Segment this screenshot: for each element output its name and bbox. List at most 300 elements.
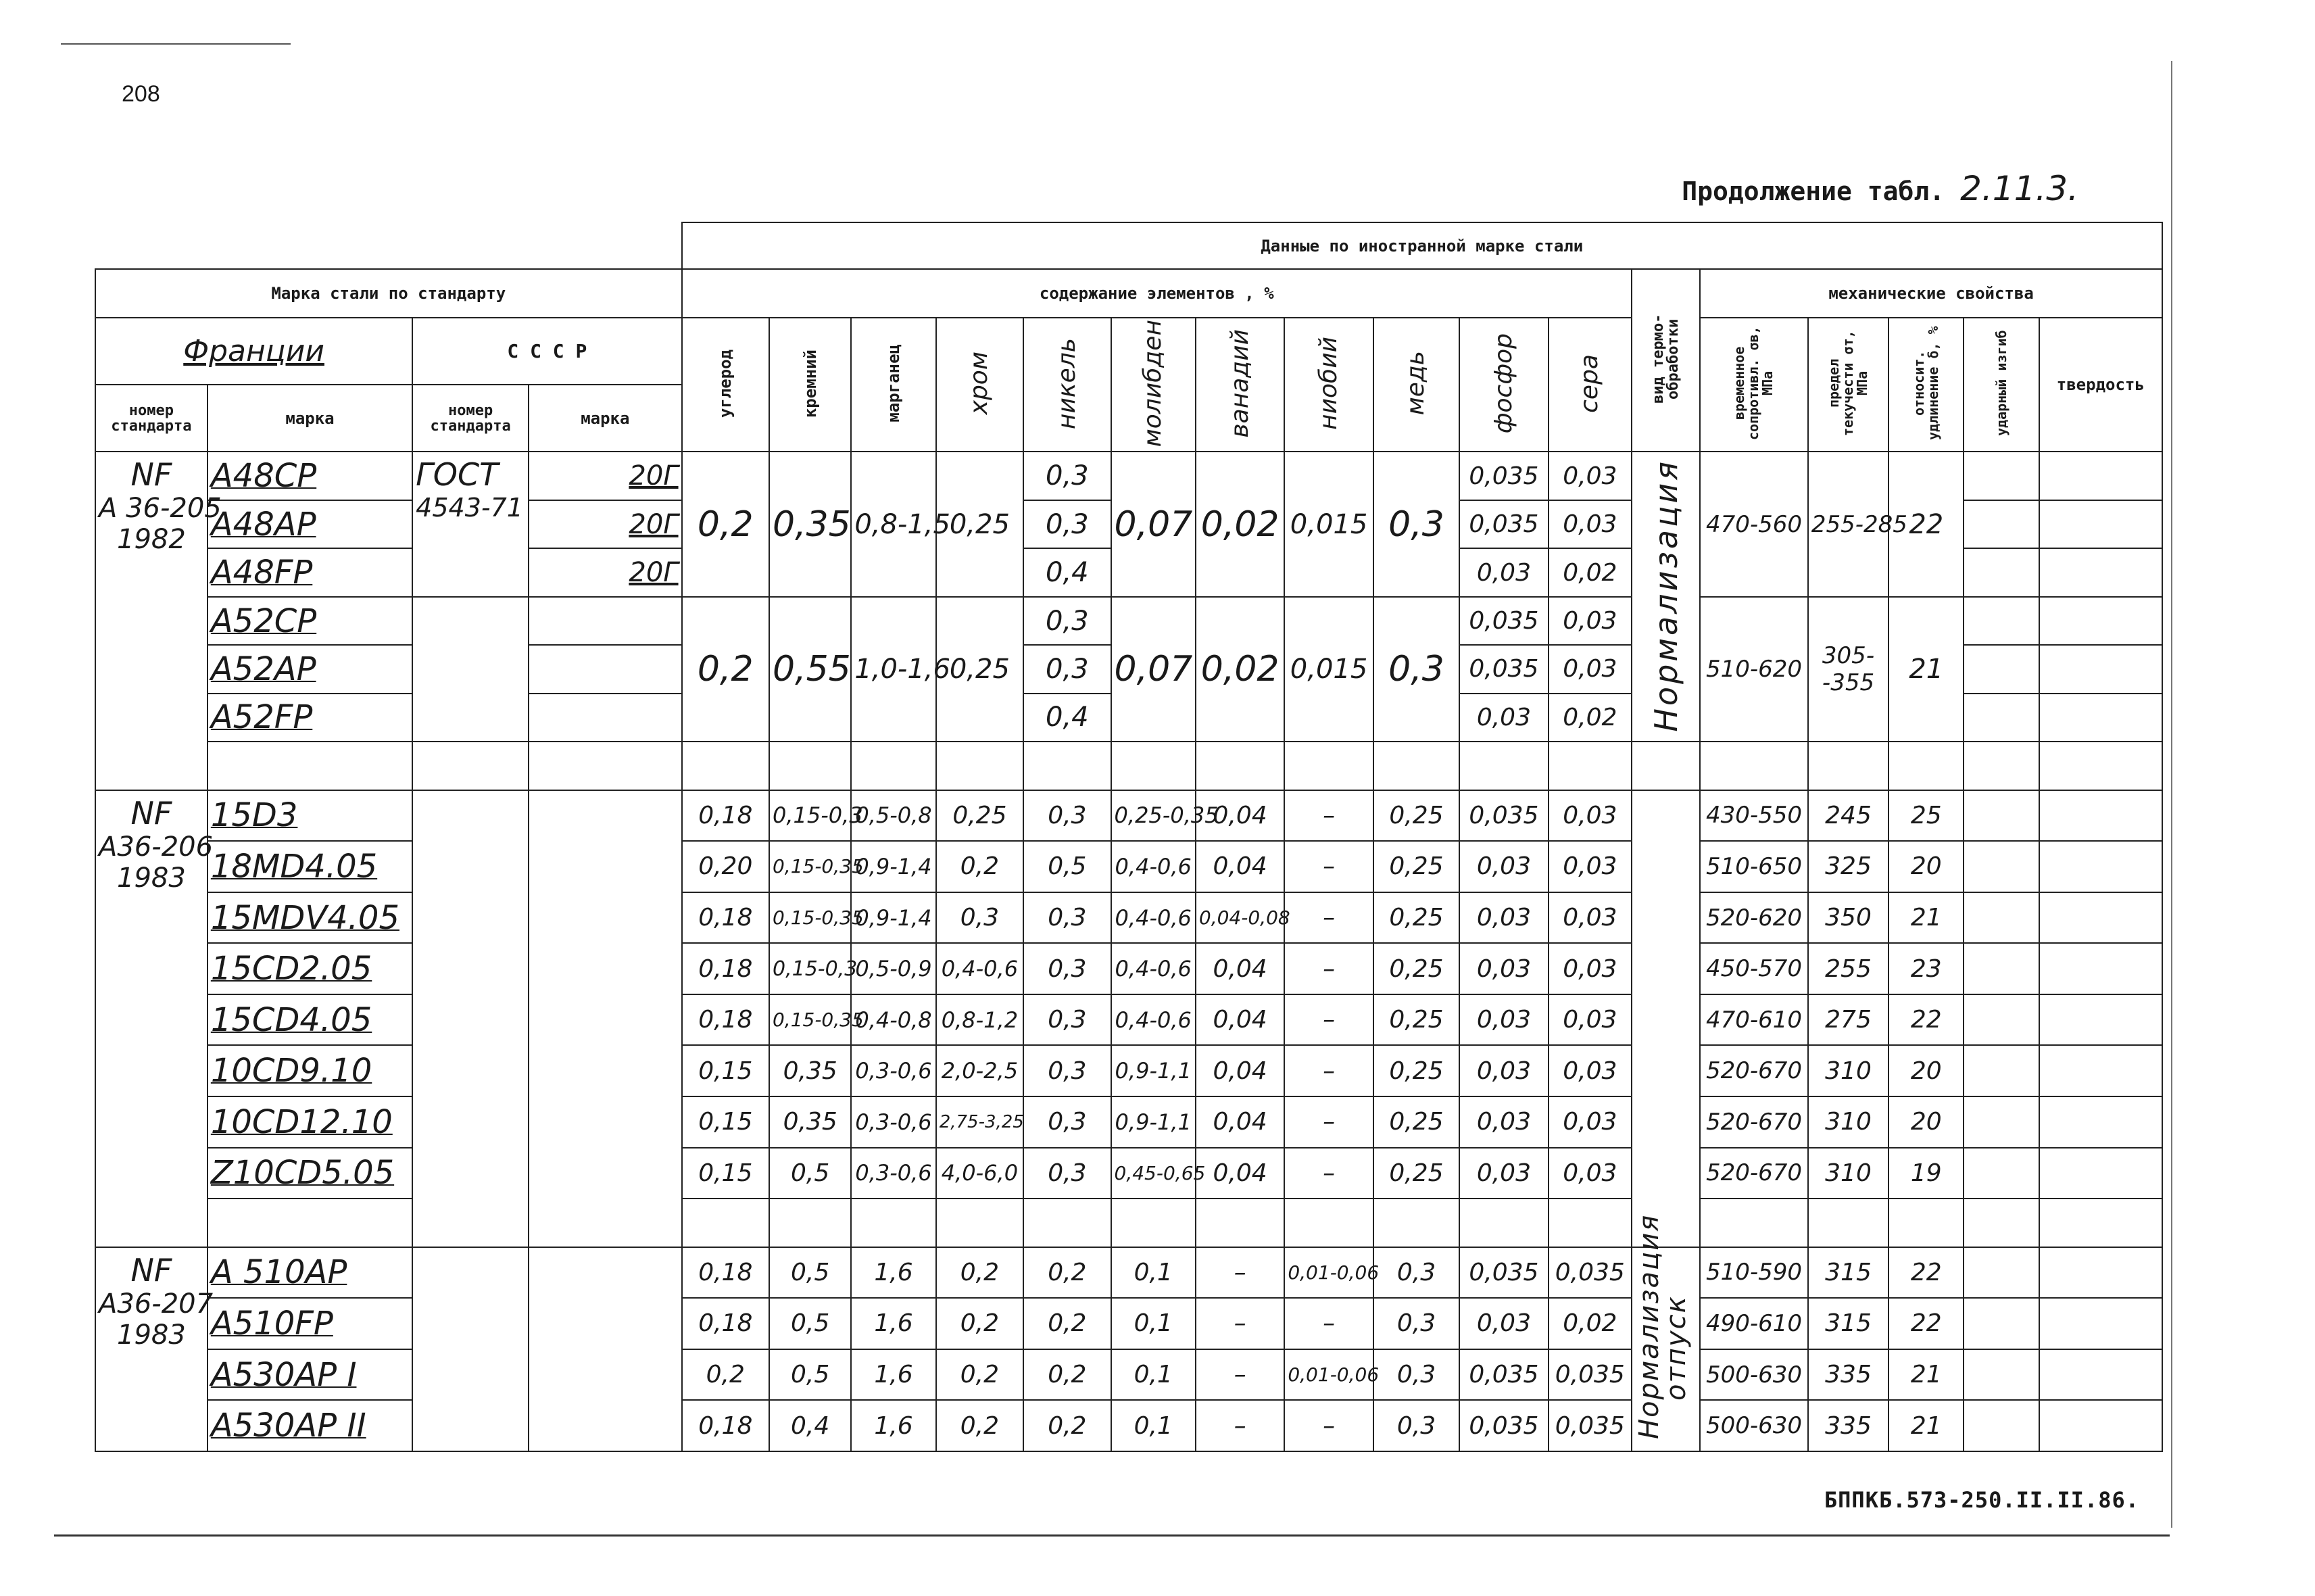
tensile-cell: 510-650	[1700, 841, 1808, 892]
spacer-row	[95, 742, 2162, 790]
nickel-cell: 0,2	[1023, 1247, 1111, 1299]
hardness-cell	[2039, 943, 2162, 994]
elongation-cell: 22	[1888, 452, 1964, 596]
group3-std: NF A36-207 1983	[95, 1247, 208, 1451]
yield-cell: 315	[1808, 1247, 1888, 1299]
nickel-cell: 0,3	[1023, 994, 1111, 1046]
impact-cell	[1964, 1349, 2039, 1401]
col-manganese: марганец	[851, 318, 935, 452]
grade-cell: 10CD9.10	[208, 1045, 412, 1096]
carbon-cell: 0,20	[682, 841, 769, 892]
yield-cell: 350	[1808, 892, 1888, 944]
phosphorus-cell: 0,03	[1459, 892, 1548, 944]
grade-cell: A530AP I	[208, 1349, 412, 1401]
elongation-cell: 22	[1888, 1247, 1964, 1299]
carbon-cell: 0,18	[682, 790, 769, 842]
niobium-cell: –	[1284, 1400, 1373, 1451]
table-row	[95, 1045, 2162, 1096]
steel-grades-table	[95, 222, 2163, 1452]
impact-cell	[1964, 1400, 2039, 1451]
nickel-cell: 0,4	[1023, 548, 1111, 596]
grade-cell: A48CP	[208, 452, 412, 500]
carbon-cell: 0,15	[682, 1148, 769, 1199]
molybdenum-cell: 0,1	[1111, 1349, 1196, 1401]
col-impact: ударный изгиб	[1964, 318, 2039, 452]
copper-cell: 0,25	[1373, 841, 1459, 892]
col-niobium: ниобий	[1284, 318, 1373, 452]
grade-cell: A52FP	[208, 694, 412, 742]
molybdenum-cell: 0,9-1,1	[1111, 1096, 1196, 1148]
phosphorus-cell: 0,035	[1459, 1400, 1548, 1451]
copper-cell: 0,3	[1373, 1349, 1459, 1401]
table-row	[95, 1298, 2162, 1349]
col-hardness: твердость	[2039, 318, 2162, 452]
manganese-cell: 0,3-0,6	[851, 1045, 935, 1096]
table-row	[95, 841, 2162, 892]
molybdenum-cell: 0,4-0,6	[1111, 892, 1196, 944]
copper-cell: 0,25	[1373, 1148, 1459, 1199]
chromium-cell: 0,4-0,6	[936, 943, 1023, 994]
col-copper: медь	[1373, 318, 1459, 452]
impact-cell	[1964, 1298, 2039, 1349]
ussr-std-empty	[412, 790, 529, 1247]
vanadium-cell: –	[1196, 1349, 1284, 1401]
vanadium-cell: 0,04	[1196, 841, 1284, 892]
phosphorus-cell: 0,03	[1459, 841, 1548, 892]
ussr-header: С С С Р	[412, 318, 681, 385]
impact-cell	[1964, 790, 2039, 842]
hardness-cell	[2039, 1148, 2162, 1199]
carbon-cell: 0,15	[682, 1045, 769, 1096]
grade-cell: 15MDV4.05	[208, 892, 412, 944]
elongation-cell: 20	[1888, 1096, 1964, 1148]
manganese-cell: 0,5-0,8	[851, 790, 935, 842]
yield-cell: 310	[1808, 1045, 1888, 1096]
sulfur-cell: 0,035	[1549, 1349, 1632, 1401]
heat-treatment-header: вид термо-обработки	[1632, 269, 1700, 452]
nickel-cell: 0,3	[1023, 645, 1111, 693]
molybdenum-cell: 0,1	[1111, 1400, 1196, 1451]
grade-cell: A530AP II	[208, 1400, 412, 1451]
yield-cell: 335	[1808, 1400, 1888, 1451]
hardness-cell	[2039, 892, 2162, 944]
tensile-cell: 490-610	[1700, 1298, 1808, 1349]
continuation-prefix: Продолжение табл.	[1682, 176, 1945, 206]
bottom-rule	[54, 1534, 2170, 1537]
yield-cell: 325	[1808, 841, 1888, 892]
yield-cell: 245	[1808, 790, 1888, 842]
ussr-std-empty	[412, 1247, 529, 1451]
molybdenum-cell: 0,1	[1111, 1298, 1196, 1349]
yield-cell: 310	[1808, 1096, 1888, 1148]
grade-cell: 15CD4.05	[208, 994, 412, 1046]
table-row	[95, 892, 2162, 944]
ussr-grade-cell: 20Г	[529, 452, 682, 500]
col-sulfur: сера	[1549, 318, 1632, 452]
nickel-cell: 0,3	[1023, 500, 1111, 548]
grade-cell: Z10CD5.05	[208, 1148, 412, 1199]
header-row-1	[95, 222, 2162, 269]
tensile-cell: 430-550	[1700, 790, 1808, 842]
table-row	[95, 1148, 2162, 1199]
carbon-cell: 0,18	[682, 892, 769, 944]
impact-cell	[1964, 841, 2039, 892]
manganese-cell: 1,6	[851, 1400, 935, 1451]
sulfur-cell: 0,03	[1549, 994, 1632, 1046]
elongation-cell: 22	[1888, 994, 1964, 1046]
hardness-cell	[2039, 1298, 2162, 1349]
group1-heat-treatment: Нормализация	[1632, 452, 1700, 742]
chromium-cell: 0,2	[936, 1400, 1023, 1451]
vanadium-cell: –	[1196, 1400, 1284, 1451]
chromium-cell: 0,2	[936, 1247, 1023, 1299]
molybdenum-cell: 0,07	[1111, 452, 1196, 596]
hardness-cell	[2039, 994, 2162, 1046]
manganese-cell: 0,3-0,6	[851, 1096, 935, 1148]
table-row	[95, 1349, 2162, 1401]
sulfur-cell: 0,03	[1549, 1148, 1632, 1199]
sulfur-cell: 0,03	[1549, 1096, 1632, 1148]
col-carbon: углерод	[682, 318, 769, 452]
elongation-cell: 23	[1888, 943, 1964, 994]
sulfur-cell: 0,03	[1549, 943, 1632, 994]
table-row	[95, 597, 2162, 645]
table-row	[95, 1400, 2162, 1451]
grade-cell: 15D3	[208, 790, 412, 842]
vanadium-cell: 0,04	[1196, 1096, 1284, 1148]
manganese-cell: 1,6	[851, 1349, 935, 1401]
impact-cell	[1964, 943, 2039, 994]
vanadium-cell: –	[1196, 1247, 1284, 1299]
sulfur-cell: 0,02	[1549, 694, 1632, 742]
molybdenum-cell: 0,1	[1111, 1247, 1196, 1299]
niobium-cell: 0,01-0,06	[1284, 1247, 1373, 1299]
grade-cell: A48AP	[208, 500, 412, 548]
manganese-cell: 0,5-0,9	[851, 943, 935, 994]
sulfur-cell: 0,03	[1549, 597, 1632, 645]
tensile-cell: 510-620	[1700, 597, 1808, 742]
hardness-cell	[2039, 1400, 2162, 1451]
chromium-cell: 0,3	[936, 892, 1023, 944]
niobium-cell: –	[1284, 841, 1373, 892]
silicon-cell: 0,5	[769, 1247, 851, 1299]
phosphorus-cell: 0,03	[1459, 1096, 1548, 1148]
grade-cell: 10CD12.10	[208, 1096, 412, 1148]
table-row	[95, 994, 2162, 1046]
nickel-cell: 0,5	[1023, 841, 1111, 892]
page-number: 208	[122, 81, 160, 107]
col-vanadium: ванадий	[1196, 318, 1284, 452]
col-tensile: временное сопротивл. σв, МПа	[1700, 318, 1808, 452]
vanadium-cell: 0,04	[1196, 1148, 1284, 1199]
nickel-cell: 0,2	[1023, 1400, 1111, 1451]
table-row	[95, 1096, 2162, 1148]
carbon-cell: 0,18	[682, 1247, 769, 1299]
table-row	[95, 943, 2162, 994]
nickel-cell: 0,3	[1023, 1148, 1111, 1199]
elongation-cell: 21	[1888, 1400, 1964, 1451]
phosphorus-cell: 0,035	[1459, 1349, 1548, 1401]
elongation-cell: 21	[1888, 892, 1964, 944]
nickel-cell: 0,3	[1023, 597, 1111, 645]
copper-cell: 0,3	[1373, 1400, 1459, 1451]
nickel-cell: 0,2	[1023, 1349, 1111, 1401]
nickel-cell: 0,2	[1023, 1298, 1111, 1349]
phosphorus-cell: 0,03	[1459, 1148, 1548, 1199]
vanadium-cell: –	[1196, 1298, 1284, 1349]
phosphorus-cell: 0,03	[1459, 1298, 1548, 1349]
chromium-cell: 0,25	[936, 452, 1023, 596]
phosphorus-cell: 0,035	[1459, 645, 1548, 693]
hardness-cell	[2039, 1045, 2162, 1096]
niobium-cell: 0,015	[1284, 597, 1373, 742]
ussr-grade-header: марка	[529, 385, 682, 452]
sulfur-cell: 0,03	[1549, 500, 1632, 548]
hardness-cell	[2039, 548, 2162, 596]
silicon-cell: 0,5	[769, 1349, 851, 1401]
ussr-std-empty	[412, 597, 529, 742]
niobium-cell: 0,015	[1284, 452, 1373, 596]
hardness-cell	[2039, 841, 2162, 892]
col-molybdenum: молибден	[1111, 318, 1196, 452]
elongation-cell: 19	[1888, 1148, 1964, 1199]
sulfur-cell: 0,035	[1549, 1400, 1632, 1451]
phosphorus-cell: 0,035	[1459, 790, 1548, 842]
niobium-cell: –	[1284, 994, 1373, 1046]
niobium-cell: –	[1284, 790, 1373, 842]
copper-cell: 0,25	[1373, 994, 1459, 1046]
yield-cell: 255-285	[1808, 452, 1888, 596]
vanadium-cell: 0,04-0,08	[1196, 892, 1284, 944]
phosphorus-cell: 0,035	[1459, 452, 1548, 500]
hardness-cell	[2039, 500, 2162, 548]
manganese-cell: 0,8-1,5	[851, 452, 935, 596]
elongation-cell: 22	[1888, 1298, 1964, 1349]
hardness-cell	[2039, 1096, 2162, 1148]
phosphorus-cell: 0,035	[1459, 500, 1548, 548]
chromium-cell: 4,0-6,0	[936, 1148, 1023, 1199]
col-yield: предел текучести σт, МПа	[1808, 318, 1888, 452]
col-nickel: никель	[1023, 318, 1111, 452]
carbon-cell: 0,2	[682, 1349, 769, 1401]
carbon-cell: 0,18	[682, 943, 769, 994]
sulfur-cell: 0,03	[1549, 1045, 1632, 1096]
hardness-cell	[2039, 645, 2162, 693]
ussr-grade-cell: 20Г	[529, 500, 682, 548]
silicon-cell: 0,15-0,35	[769, 892, 851, 944]
manganese-cell: 0,4-0,8	[851, 994, 935, 1046]
manganese-cell: 0,9-1,4	[851, 841, 935, 892]
col-chromium: хром	[936, 318, 1023, 452]
silicon-cell: 0,5	[769, 1298, 851, 1349]
phosphorus-cell: 0,035	[1459, 597, 1548, 645]
elongation-cell: 20	[1888, 1045, 1964, 1096]
hardness-cell	[2039, 452, 2162, 500]
silicon-cell: 0,5	[769, 1148, 851, 1199]
tensile-cell: 520-670	[1700, 1045, 1808, 1096]
nickel-cell: 0,3	[1023, 790, 1111, 842]
impact-cell	[1964, 597, 2039, 645]
sulfur-cell: 0,03	[1549, 645, 1632, 693]
carbon-cell: 0,2	[682, 597, 769, 742]
sulfur-cell: 0,02	[1549, 1298, 1632, 1349]
foreign-data-header: Данные по иностранной марке стали	[682, 222, 2162, 269]
nickel-cell: 0,3	[1023, 943, 1111, 994]
copper-cell: 0,25	[1373, 790, 1459, 842]
niobium-cell: –	[1284, 1148, 1373, 1199]
vanadium-cell: 0,04	[1196, 994, 1284, 1046]
manganese-cell: 1,6	[851, 1298, 935, 1349]
tensile-cell: 510-590	[1700, 1247, 1808, 1299]
tensile-cell: 500-630	[1700, 1400, 1808, 1451]
vanadium-cell: 0,02	[1196, 452, 1284, 596]
impact-cell	[1964, 1247, 2039, 1299]
std-number-header: номер стандарта	[95, 385, 208, 452]
hardness-cell	[2039, 1247, 2162, 1299]
chromium-cell: 2,0-2,5	[936, 1045, 1023, 1096]
manganese-cell: 0,3-0,6	[851, 1148, 935, 1199]
group1-std-cont	[95, 597, 208, 790]
tensile-cell: 470-610	[1700, 994, 1808, 1046]
group2-heat-treatment	[1632, 790, 1700, 1247]
group1-ussr-std: ГОСТ 4543-71	[412, 452, 529, 596]
table-row	[95, 452, 2162, 500]
molybdenum-cell: 0,25-0,35	[1111, 790, 1196, 842]
yield-cell: 315	[1808, 1298, 1888, 1349]
france-header: Франции	[95, 318, 412, 385]
phosphorus-cell: 0,035	[1459, 1247, 1548, 1299]
hardness-cell	[2039, 790, 2162, 842]
chromium-cell: 0,25	[936, 790, 1023, 842]
ussr-grade-empty	[529, 1247, 682, 1451]
molybdenum-cell: 0,4-0,6	[1111, 841, 1196, 892]
header-row-2	[95, 269, 2162, 317]
elongation-cell: 21	[1888, 1349, 1964, 1401]
footer-code: БППКБ.573-250.II.II.86.	[1824, 1487, 2139, 1513]
copper-cell: 0,3	[1373, 1247, 1459, 1299]
tensile-cell: 470-560	[1700, 452, 1808, 596]
impact-cell	[1964, 645, 2039, 693]
carbon-cell: 0,18	[682, 1400, 769, 1451]
carbon-cell: 0,2	[682, 452, 769, 596]
tensile-cell: 520-670	[1700, 1096, 1808, 1148]
nickel-cell: 0,3	[1023, 892, 1111, 944]
chromium-cell: 0,2	[936, 841, 1023, 892]
grade-cell: A510FP	[208, 1298, 412, 1349]
col-phosphorus: фосфор	[1459, 318, 1548, 452]
impact-cell	[1964, 452, 2039, 500]
carbon-cell: 0,18	[682, 994, 769, 1046]
impact-cell	[1964, 892, 2039, 944]
molybdenum-cell: 0,4-0,6	[1111, 994, 1196, 1046]
molybdenum-cell: 0,07	[1111, 597, 1196, 742]
sulfur-cell: 0,03	[1549, 790, 1632, 842]
vanadium-cell: 0,04	[1196, 1045, 1284, 1096]
col-elongation: относит. удлинение δ, %	[1888, 318, 1964, 452]
impact-cell	[1964, 1096, 2039, 1148]
group3-heat-treatment: Нормализация отпуск	[1632, 1247, 1700, 1451]
niobium-cell: –	[1284, 943, 1373, 994]
grade-cell: 18MD4.05	[208, 841, 412, 892]
silicon-cell: 0,15-0,3	[769, 943, 851, 994]
sulfur-cell: 0,02	[1549, 548, 1632, 596]
copper-cell: 0,3	[1373, 597, 1459, 742]
vanadium-cell: 0,04	[1196, 943, 1284, 994]
yield-cell: 255	[1808, 943, 1888, 994]
ussr-grade-cell	[529, 694, 682, 742]
yield-cell: 335	[1808, 1349, 1888, 1401]
phosphorus-cell: 0,03	[1459, 994, 1548, 1046]
grade-cell: A 510AP	[208, 1247, 412, 1299]
elongation-cell: 25	[1888, 790, 1964, 842]
carbon-cell: 0,15	[682, 1096, 769, 1148]
nickel-cell: 0,3	[1023, 1096, 1111, 1148]
group2-std: NF A36-206 1983	[95, 790, 208, 1247]
impact-cell	[1964, 694, 2039, 742]
silicon-cell: 0,35	[769, 452, 851, 596]
ussr-grade-cell	[529, 597, 682, 645]
table-continuation	[1682, 169, 2078, 208]
grade-header: марка	[208, 385, 412, 452]
ussr-grade-cell: 20Г	[529, 548, 682, 596]
silicon-cell: 0,35	[769, 1045, 851, 1096]
impact-cell	[1964, 1045, 2039, 1096]
silicon-cell: 0,15-0,35	[769, 994, 851, 1046]
ussr-std-number-header: номер стандарта	[412, 385, 529, 452]
chromium-cell: 0,25	[936, 597, 1023, 742]
table-number: 2.11.3.	[1960, 169, 2078, 208]
top-rule	[61, 43, 291, 45]
nickel-cell: 0,3	[1023, 452, 1111, 500]
impact-cell	[1964, 994, 2039, 1046]
sulfur-cell: 0,035	[1549, 1247, 1632, 1299]
copper-cell: 0,3	[1373, 1298, 1459, 1349]
grade-cell: A52AP	[208, 645, 412, 693]
side-rule	[2171, 61, 2172, 1528]
grade-cell: A48FP	[208, 548, 412, 596]
hardness-cell	[2039, 597, 2162, 645]
phosphorus-cell: 0,03	[1459, 943, 1548, 994]
chromium-cell: 0,2	[936, 1298, 1023, 1349]
tensile-cell: 520-670	[1700, 1148, 1808, 1199]
impact-cell	[1964, 1148, 2039, 1199]
silicon-cell: 0,4	[769, 1400, 851, 1451]
impact-cell	[1964, 548, 2039, 596]
niobium-cell: –	[1284, 892, 1373, 944]
mech-props-header: механические свойства	[1700, 269, 2162, 317]
niobium-cell: –	[1284, 1045, 1373, 1096]
ussr-grade-empty	[529, 790, 682, 1247]
sulfur-cell: 0,03	[1549, 841, 1632, 892]
nickel-cell: 0,4	[1023, 694, 1111, 742]
grade-cell: 15CD2.05	[208, 943, 412, 994]
header-row-3	[95, 318, 2162, 385]
group1-std: NF A 36-205 1982	[95, 452, 208, 596]
hardness-cell	[2039, 1349, 2162, 1401]
niobium-cell: –	[1284, 1298, 1373, 1349]
hardness-cell	[2039, 694, 2162, 742]
molybdenum-cell: 0,4-0,6	[1111, 943, 1196, 994]
elongation-cell: 20	[1888, 841, 1964, 892]
carbon-cell: 0,18	[682, 1298, 769, 1349]
copper-cell: 0,3	[1373, 452, 1459, 596]
manganese-cell: 1,0-1,6	[851, 597, 935, 742]
sulfur-cell: 0,03	[1549, 892, 1632, 944]
table-row	[95, 790, 2162, 842]
sulfur-cell: 0,03	[1549, 452, 1632, 500]
elongation-cell: 21	[1888, 597, 1964, 742]
manganese-cell: 1,6	[851, 1247, 935, 1299]
